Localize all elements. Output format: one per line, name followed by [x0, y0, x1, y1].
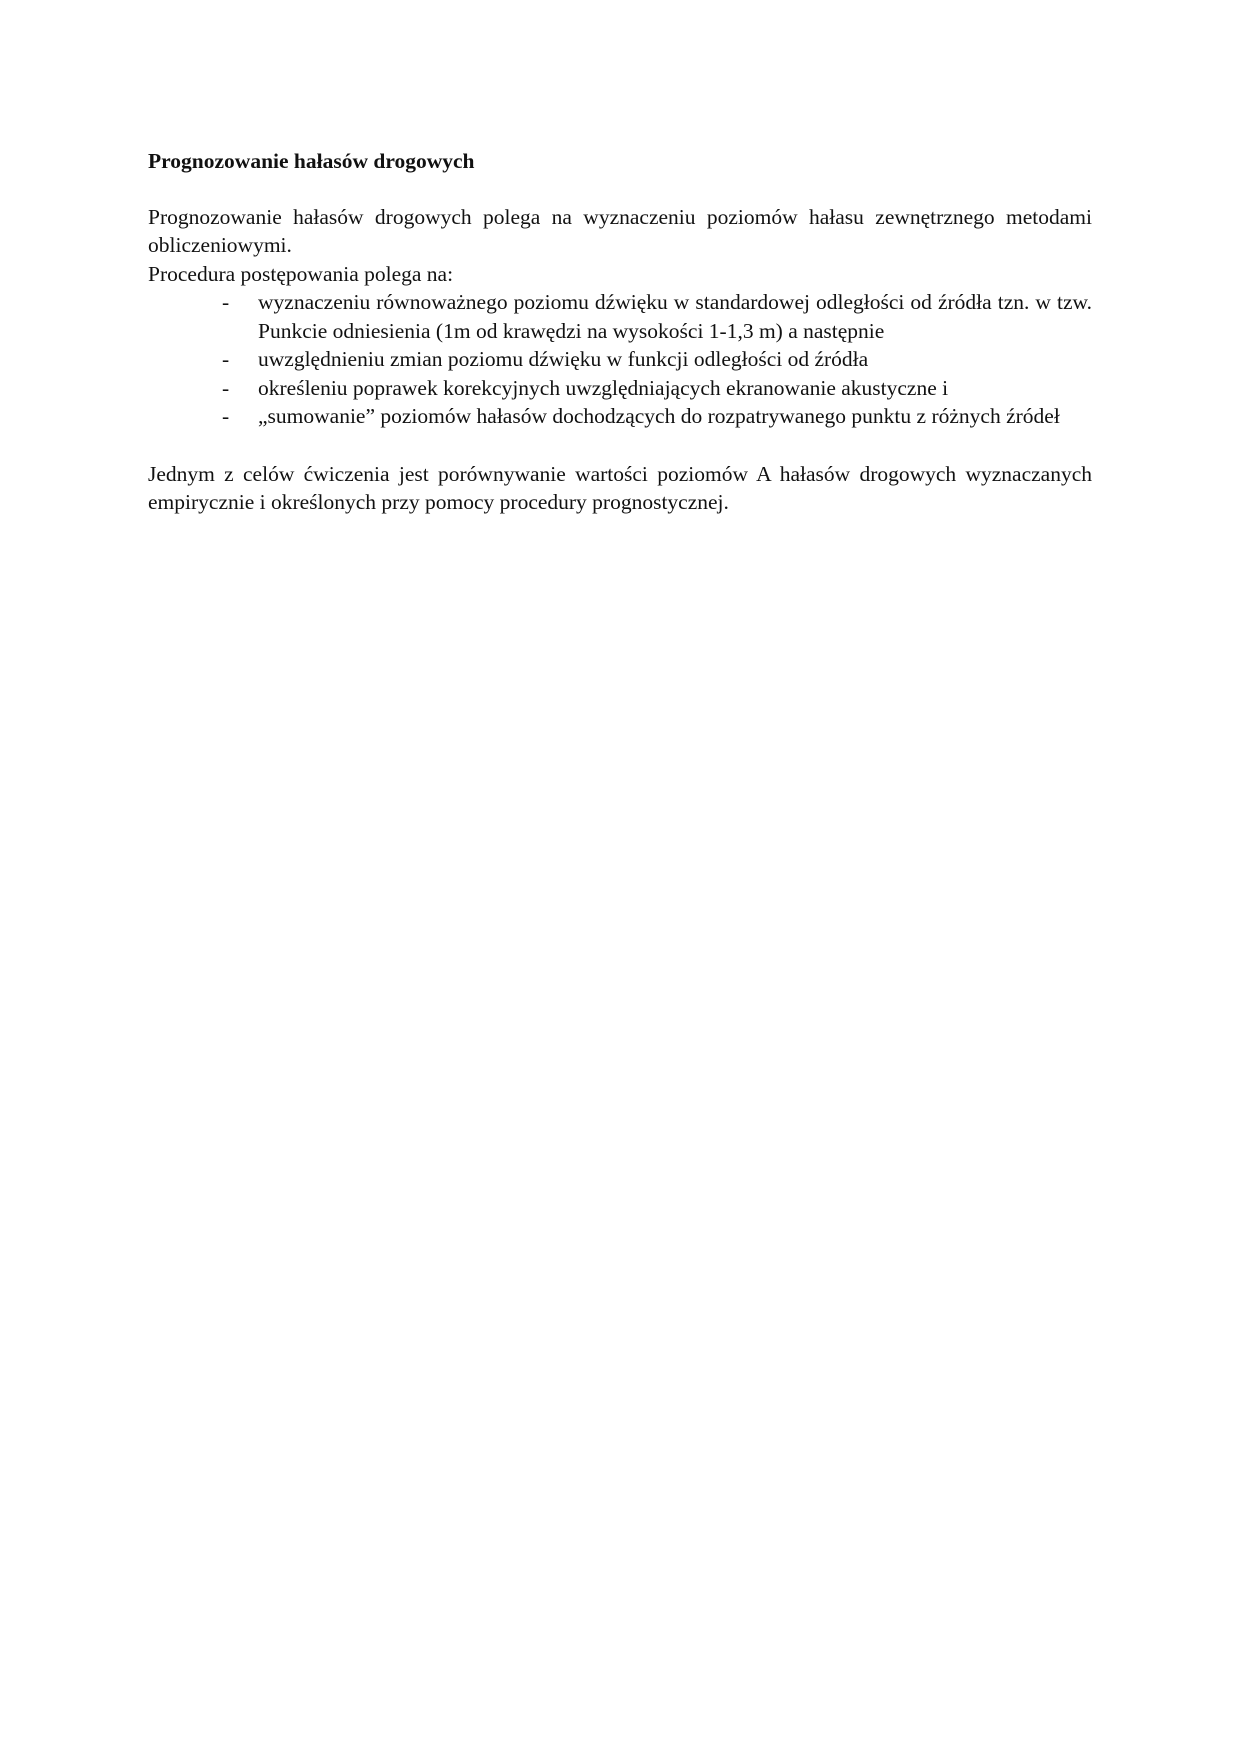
- document-title: Prognozowanie hałasów drogowych: [148, 149, 475, 173]
- step-text: uwzględnieniu zmian poziomu dźwięku w funkcji odległości od źródła: [258, 347, 869, 371]
- step-text: określeniu poprawek korekcyjnych uwzględniających ekranowanie akustyczne i: [258, 375, 949, 400]
- step-text: wyznaczeniu równoważnego poziomu dźwięku w standardowej odległości od źródła tzn. w tzw. Punkcie odniesienia (1m od krawędzi na wysokości 1-1,3 m) a następnie: [258, 290, 1092, 343]
- list-item: [148, 402, 1092, 431]
- list-item: [148, 288, 1092, 345]
- procedure-label: Procedura postępowania polega na:: [148, 261, 454, 286]
- bullet-dash: -: [222, 375, 230, 400]
- closing-paragraph: Jednym z celów ćwiczenia jest porównywanie wartości poziomów A hałasów drogowych wyznaczanych empirycznie i określonych przy pomocy procedury prognostycznej.: [148, 461, 1092, 514]
- procedure-steps-list: [148, 288, 1092, 431]
- bullet-dash: -: [222, 404, 230, 428]
- document-body: [148, 147, 1092, 517]
- bullet-dash: -: [222, 347, 230, 371]
- intro-paragraph: Prognozowanie hałasów drogowych polega na wyznaczeniu poziomów hałasu zewnętrznego metodami obliczeniowymi.: [148, 204, 1092, 257]
- bullet-dash: -: [222, 290, 230, 314]
- list-item: [148, 345, 1092, 374]
- list-item: [148, 374, 1092, 403]
- step-text: „sumowanie” poziomów hałasów dochodzących do rozpatrywanego punktu z różnych źródeł: [258, 404, 1060, 428]
